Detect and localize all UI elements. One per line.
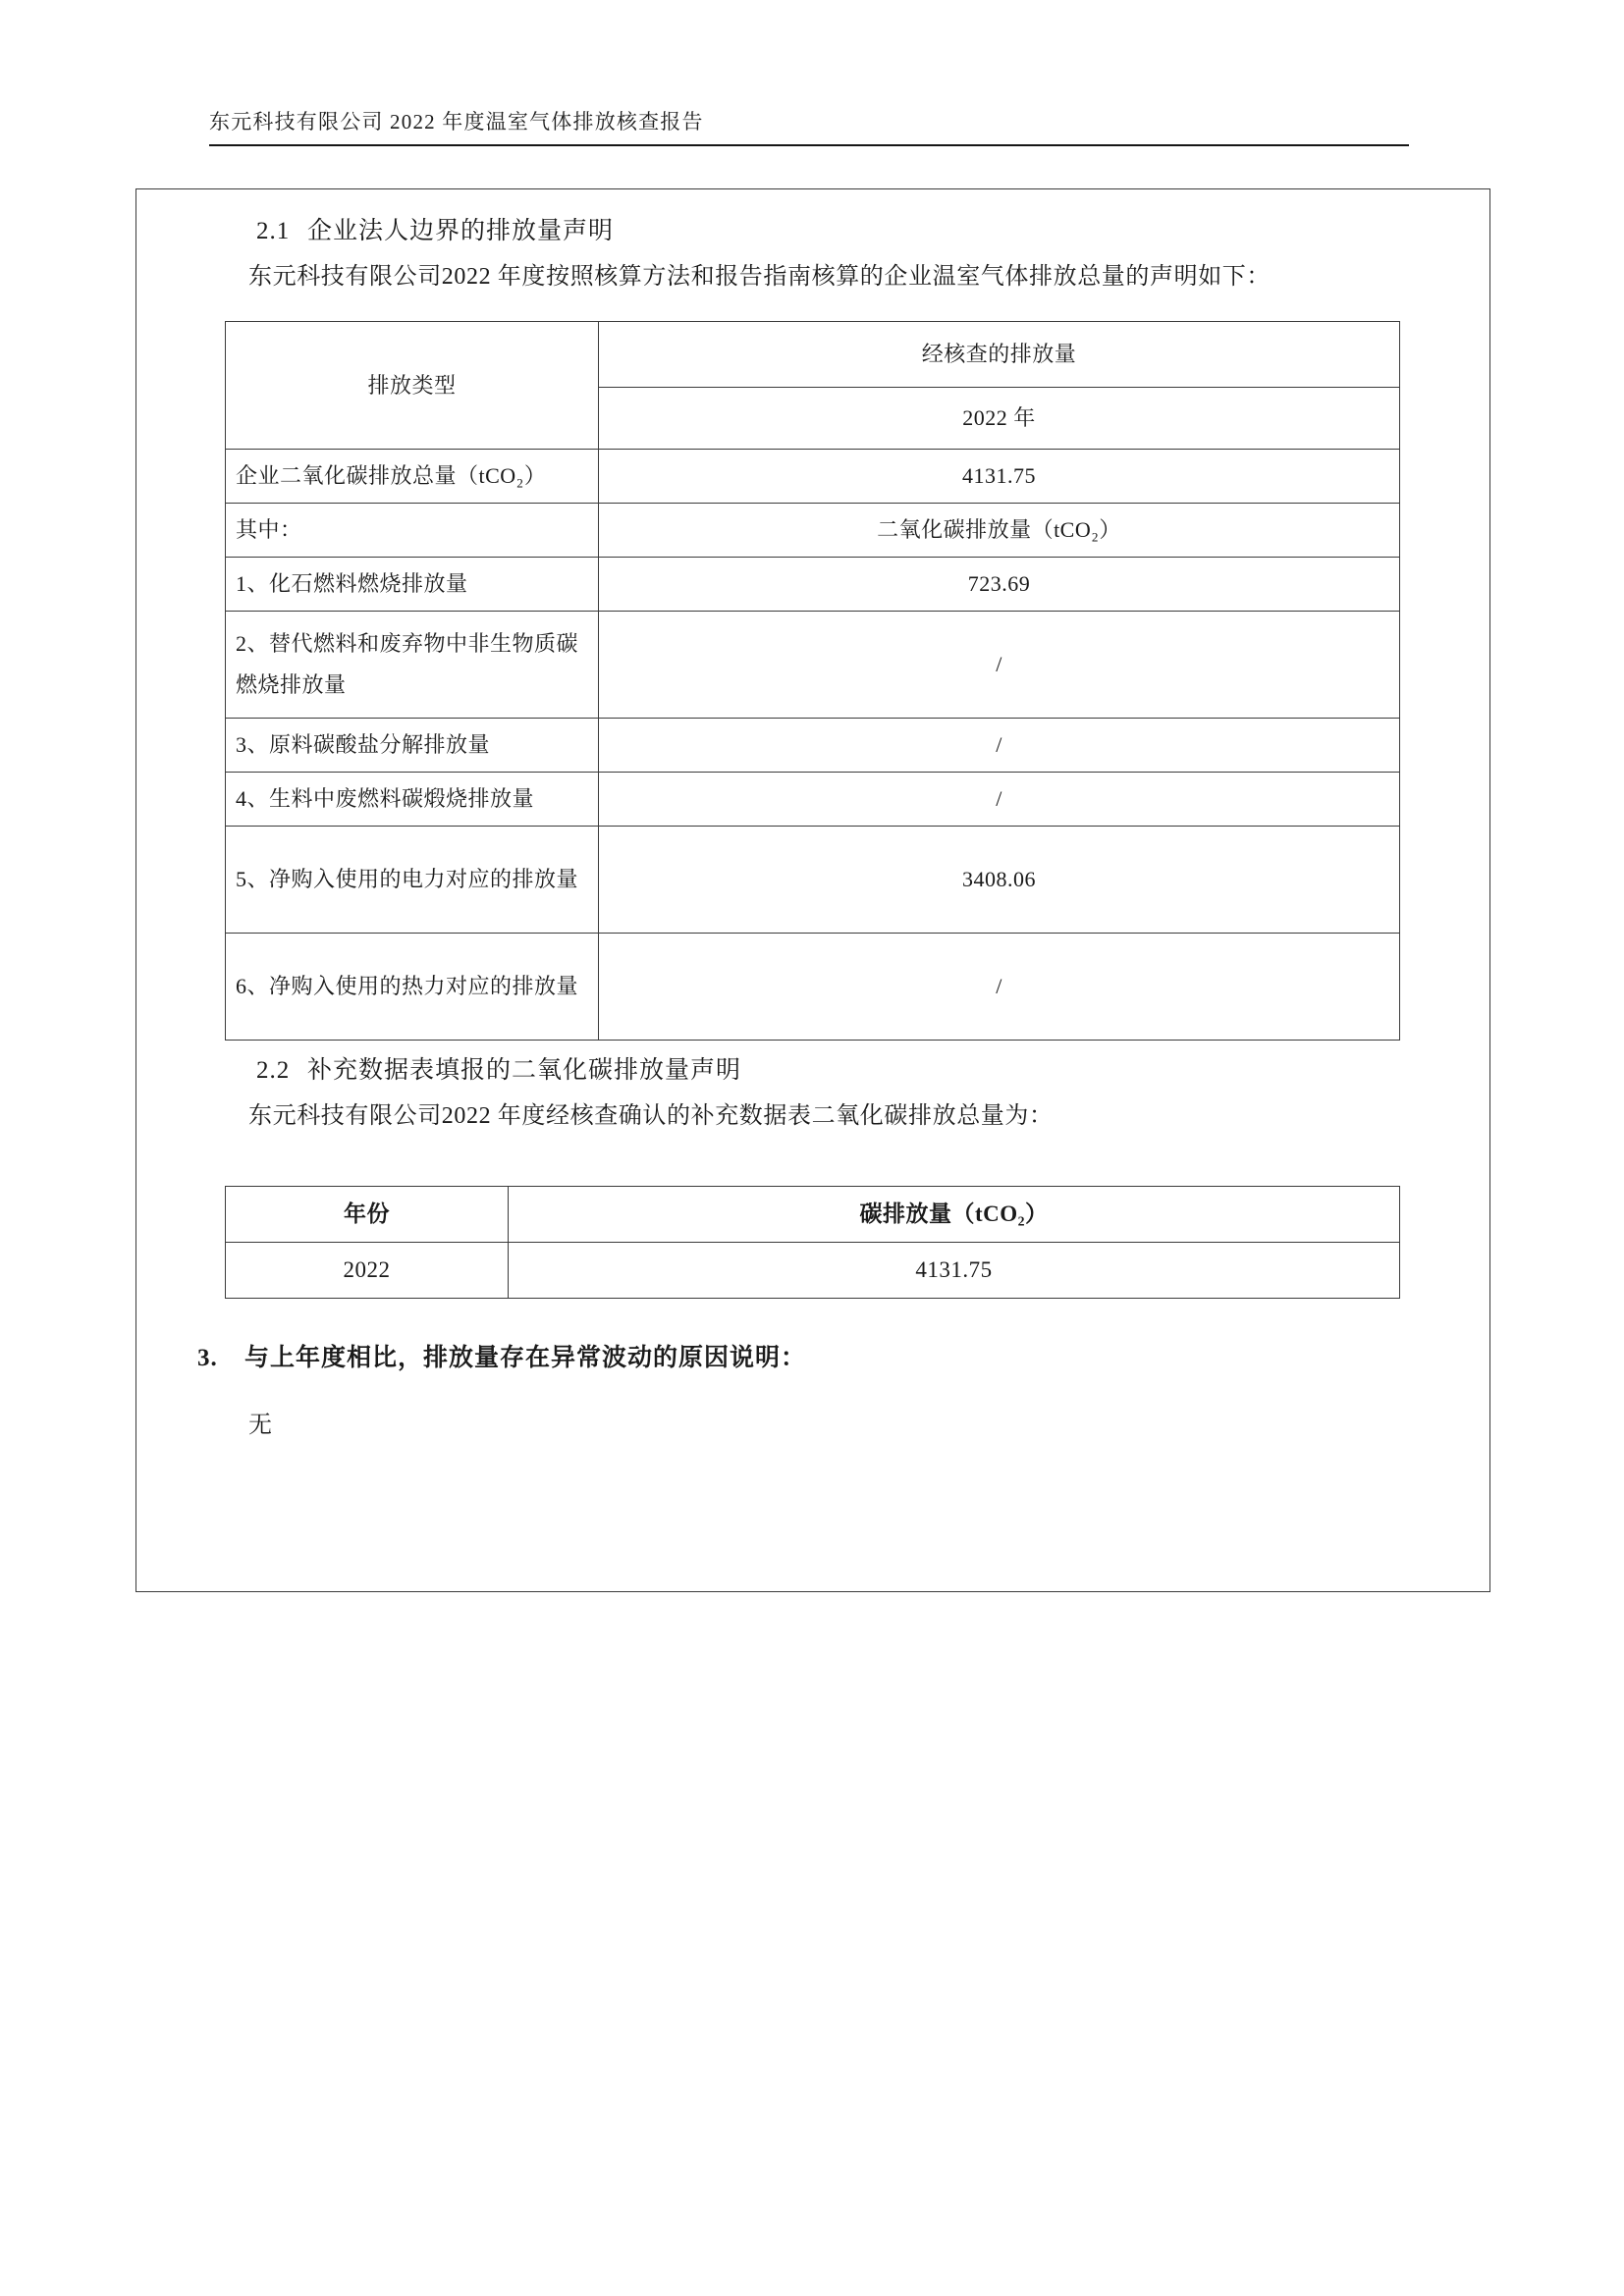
row-label-carbonate-decomposition: 3、原料碳酸盐分解排放量	[226, 719, 599, 773]
section-2-1-heading	[197, 211, 1433, 246]
supp-cell-emission: 4131.75	[509, 1243, 1400, 1299]
table-row	[226, 719, 1400, 773]
supp-cell-year: 2022	[226, 1243, 509, 1299]
table-row	[226, 504, 1400, 558]
row-value-total-co2: 4131.75	[599, 450, 1400, 504]
supp-header-emission: 碳排放量（tCO₂）	[509, 1187, 1400, 1243]
section-2-1-paragraph-block	[197, 250, 1433, 303]
row-value-net-purchased-electricity: 3408.06	[599, 827, 1400, 934]
row-value-net-purchased-heat: /	[599, 934, 1400, 1041]
content-inner	[197, 211, 1433, 1439]
header-divider-rule	[209, 144, 1409, 146]
row-value-co2-emission-unit: 二氧化碳排放量（tCO₂）	[599, 504, 1400, 558]
table-row	[226, 827, 1400, 934]
document-running-header	[209, 106, 1409, 146]
header-cell-verified-amount: 经核查的排放量	[599, 322, 1400, 388]
table-header-row-top	[226, 322, 1400, 388]
section-2-2-title: 补充数据表填报的二氧化碳排放量声明	[307, 1057, 742, 1084]
section-2-2-paragraph: 东元科技有限公司2022 年度经核查确认的补充数据表二氧化碳排放总量为：	[248, 1103, 1054, 1129]
row-value-alternative-fuel-waste: /	[599, 612, 1400, 719]
row-label-alternative-fuel-waste: 2、替代燃料和废弃物中非生物质碳燃烧排放量	[226, 612, 599, 719]
running-header-title: 东元科技有限公司 2022 年度温室气体排放核查报告	[209, 110, 704, 133]
section-2-2-number: 2.2	[256, 1057, 291, 1084]
section-3-number: 3.	[197, 1345, 218, 1371]
row-value-raw-meal-waste-fuel: /	[599, 773, 1400, 827]
row-label-fossil-fuel-combustion: 1、化石燃料燃烧排放量	[226, 558, 599, 612]
row-label-among-which: 其中：	[226, 504, 599, 558]
table-row	[226, 612, 1400, 719]
section-2-1-number: 2.1	[256, 218, 291, 244]
header-cell-year: 2022 年	[599, 388, 1400, 450]
section-2-1-title: 企业法人边界的排放量声明	[307, 218, 615, 244]
supp-header-year: 年份	[226, 1187, 509, 1243]
section-2-2-paragraph-block	[197, 1090, 1433, 1143]
table-row	[226, 1243, 1400, 1299]
supp-header-row	[226, 1187, 1400, 1243]
header-cell-emission-type: 排放类型	[226, 322, 599, 450]
row-value-fossil-fuel-combustion: 723.69	[599, 558, 1400, 612]
section-3-title: 与上年度相比，排放量存在异常波动的原因说明：	[244, 1345, 807, 1371]
row-label-net-purchased-heat: 6、净购入使用的热力对应的排放量	[226, 934, 599, 1041]
section-3-heading	[197, 1338, 1433, 1373]
row-label-raw-meal-waste-fuel: 4、生料中废燃料碳煅烧排放量	[226, 773, 599, 827]
supplementary-data-table	[225, 1186, 1400, 1299]
section-3-body: 无	[248, 1413, 273, 1438]
table-row	[226, 934, 1400, 1041]
section-2-1-paragraph: 东元科技有限公司2022 年度按照核算方法和报告指南核算的企业温室气体排放总量的声明如下：	[248, 264, 1271, 290]
section-2-2-heading	[197, 1050, 1433, 1086]
row-value-carbonate-decomposition: /	[599, 719, 1400, 773]
row-label-total-co2: 企业二氧化碳排放总量（tCO₂）	[226, 450, 599, 504]
emission-statement-table	[225, 321, 1400, 1041]
table-row	[226, 773, 1400, 827]
table-row	[226, 558, 1400, 612]
content-frame-border	[135, 188, 1490, 1592]
row-label-net-purchased-electricity: 5、净购入使用的电力对应的排放量	[226, 827, 599, 934]
table-row	[226, 450, 1400, 504]
